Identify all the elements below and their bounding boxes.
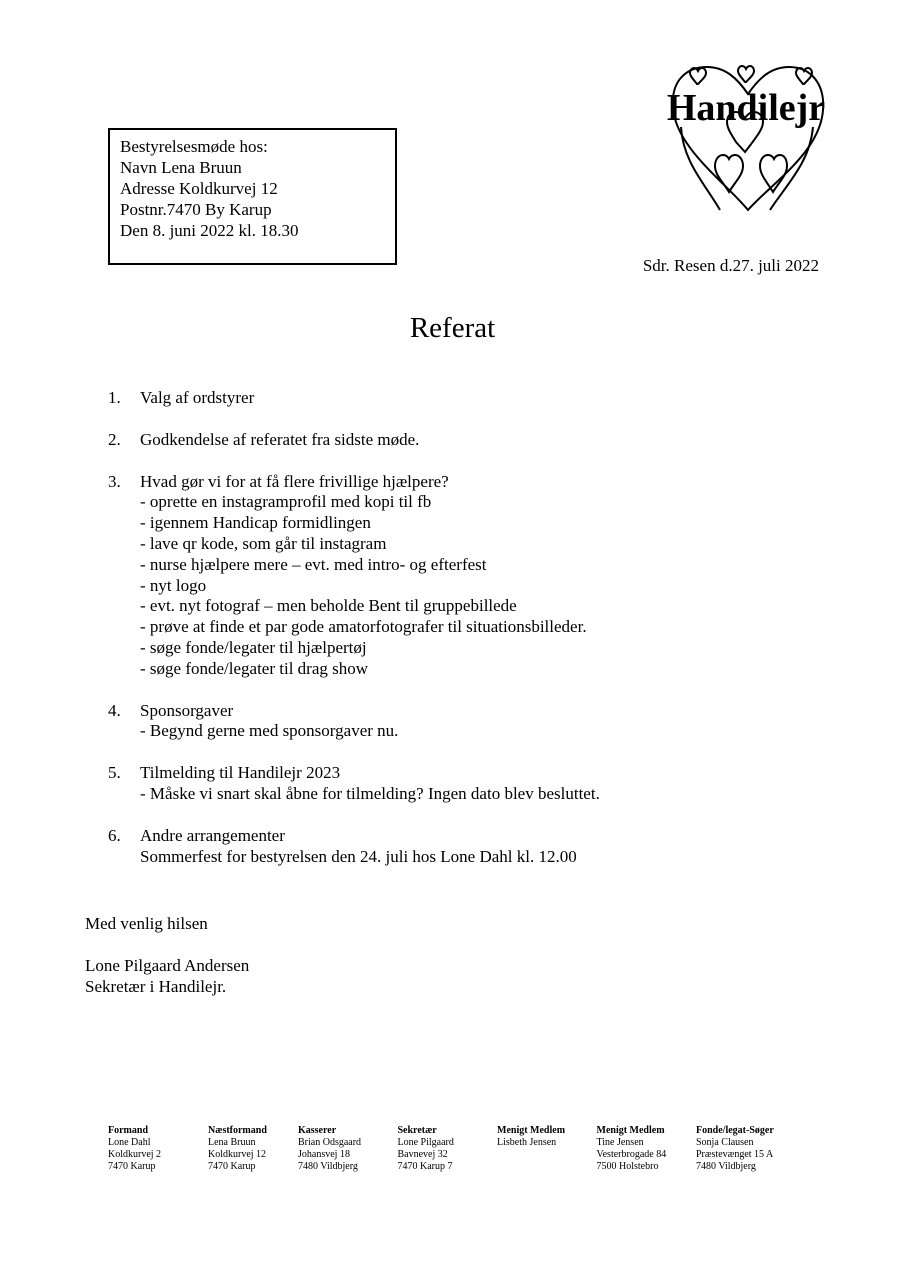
- meeting-info-box: [108, 128, 397, 265]
- meeting-box-line: Bestyrelsesmøde hos:: [120, 137, 268, 156]
- agenda-line: Sommerfest for bestyrelsen den 24. juli hos Lone Dahl kl. 12.00: [140, 846, 577, 866]
- footer-line: Lisbeth Jensen: [497, 1137, 557, 1148]
- agenda-number: 6.: [108, 825, 121, 845]
- meeting-box-line: Den 8. juni 2022 kl. 18.30: [120, 221, 299, 240]
- footer-line: Lena Bruun: [208, 1137, 256, 1148]
- footer-column-title: Menigt Medlem: [596, 1125, 665, 1136]
- footer-line: Koldkurvej 12: [208, 1149, 267, 1160]
- agenda-line: - nurse hjælpere mere – evt. med intro- og efterfest: [140, 554, 487, 574]
- footer-column: [696, 1125, 796, 1173]
- footer-line: 7480 Vildbjerg: [298, 1161, 358, 1172]
- agenda-line: - nyt logo: [140, 575, 207, 595]
- agenda-line: Sponsorgaver: [140, 700, 234, 720]
- meeting-box-line: Navn Lena Bruun: [120, 158, 242, 177]
- agenda-item: [108, 763, 868, 805]
- footer-column: [208, 1125, 298, 1173]
- footer-line: Bavnevej 32: [397, 1149, 448, 1160]
- agenda-line: Godkendelse af referatet fra sidste møde.: [140, 429, 420, 449]
- agenda-line: - søge fonde/legater til hjælpertøj: [140, 637, 367, 657]
- footer-column: [497, 1125, 597, 1173]
- board-members-footer: [108, 1125, 796, 1173]
- agenda-number: 2.: [108, 429, 121, 449]
- agenda-item: [108, 701, 868, 743]
- agenda-line: - evt. nyt fotograf – men beholde Bent til gruppebillede: [140, 596, 517, 616]
- meeting-box-line: Postnr.7470 By Karup: [120, 200, 272, 219]
- footer-column-title: Fonde/legat-Søger: [696, 1125, 774, 1136]
- agenda-line: - Måske vi snart skal åbne for tilmelding? Ingen dato blev besluttet.: [140, 783, 600, 803]
- agenda-line: - søge fonde/legater til drag show: [140, 658, 369, 678]
- logo-text: Handilejr: [666, 87, 826, 129]
- agenda-item: [108, 826, 868, 868]
- footer-column-title: Sekretær: [397, 1125, 437, 1136]
- footer-line: 7480 Vildbjerg: [696, 1161, 756, 1172]
- agenda-list: [108, 388, 868, 888]
- agenda-line: - oprette en instagramprofil med kopi til fb: [140, 492, 432, 512]
- closing-block: [85, 914, 249, 997]
- footer-column: [398, 1125, 498, 1173]
- agenda-item: [108, 472, 868, 680]
- agenda-number: 4.: [108, 700, 121, 720]
- signer-role: Sekretær i Handilejr.: [85, 976, 227, 996]
- agenda-number: 3.: [108, 471, 121, 491]
- footer-line: Tine Jensen: [596, 1137, 644, 1148]
- signer-name: Lone Pilgaard Andersen: [85, 955, 250, 975]
- agenda-line: - igennem Handicap formidlingen: [140, 513, 371, 533]
- footer-line: 7470 Karup: [208, 1161, 256, 1172]
- agenda-line: - prøve at finde et par gode amatorfotografer til situationsbilleder.: [140, 617, 587, 637]
- agenda-item: [108, 388, 868, 409]
- footer-column-title: Menigt Medlem: [497, 1125, 566, 1136]
- agenda-line: - lave qr kode, som går til instagram: [140, 533, 387, 553]
- agenda-line: Andre arrangementer: [140, 825, 285, 845]
- footer-column: [298, 1125, 398, 1173]
- footer-column-title: Kasserer: [298, 1125, 337, 1136]
- agenda-line: Tilmelding til Handilejr 2023: [140, 763, 341, 783]
- hearts-logo-icon: [665, 62, 827, 214]
- footer-line: Vesterbrogade 84: [596, 1149, 667, 1160]
- footer-line: 7470 Karup 7: [397, 1161, 453, 1172]
- footer-line: Koldkurvej 2: [108, 1149, 162, 1160]
- footer-column: [108, 1125, 208, 1173]
- agenda-number: 1.: [108, 388, 121, 407]
- document-date: Sdr. Resen d.27. juli 2022: [642, 256, 819, 275]
- agenda-line: Valg af ordstyrer: [140, 388, 255, 407]
- page-title: Referat: [409, 312, 496, 344]
- meeting-box-line: Adresse Koldkurvej 12: [120, 179, 278, 198]
- closing-greeting: Med venlig hilsen: [85, 914, 208, 933]
- footer-column: [597, 1125, 697, 1173]
- agenda-line: - Begynd gerne med sponsorgaver nu.: [140, 721, 399, 741]
- agenda-line: Hvad gør vi for at få flere frivillige hjælpere?: [140, 471, 449, 491]
- agenda-number: 5.: [108, 763, 121, 783]
- footer-line: 7500 Holstebro: [596, 1161, 659, 1172]
- footer-line: Brian Odsgaard: [298, 1137, 362, 1148]
- footer-line: Lone Dahl: [108, 1137, 151, 1148]
- footer-column-title: Næstformand: [208, 1125, 267, 1136]
- footer-line: Johansvej 18: [298, 1149, 350, 1160]
- footer-line: Præstevænget 15 A: [696, 1149, 774, 1160]
- footer-line: Sonja Clausen: [696, 1137, 754, 1148]
- footer-column-title: Formand: [108, 1125, 148, 1136]
- handilejr-logo: [665, 62, 827, 214]
- footer-line: Lone Pilgaard: [397, 1137, 454, 1148]
- agenda-item: [108, 430, 868, 451]
- footer-line: 7470 Karup: [108, 1161, 156, 1172]
